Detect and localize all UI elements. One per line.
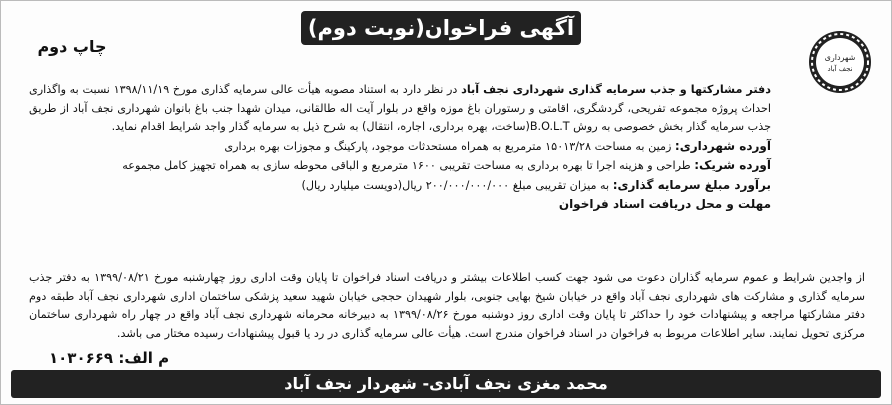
- municipality-logo-icon: [807, 29, 873, 95]
- announcement-title: آگهی فراخوان(نوبت دوم): [301, 11, 581, 45]
- reference-number: م الف: ۱۰۳۰۶۶۹: [49, 349, 170, 367]
- deadline-section: [29, 269, 865, 343]
- item-label: آورده شهرداری:: [674, 138, 771, 153]
- deadline-paragraph: از واجدین شرایط و عموم سرمایه گذاران دعوت می شود جهت کسب اطلاعات بیشتر و دریافت اسناد فراخوان تا پایان وقت اداری روز چهارشنبه مورخ ۱۳۹۹/۰۸/۲۱ به دفتر جذب سرمایه گذاری و مشارکت های شهرداری نجف آباد واقع در خیابان شیخ بهایی جنوبی، بلوار شهیدان حججی خیابان شهید سعید پزشکی ساختمان اداری شهرداری نجف آباد طبقه دوم دفتر مشارکتها مراجعه و پیشنهادات خود را حداکثر تا پایان وقت اداری روز دوشنبه مورخ ۱۳۹۹/۰۸/۲۶ به دبیرخانه محرمانه شهرداری نجف آباد واقع در چهار راه شهرداری ساختمان مرکزی تحویل نمایند. سایر اطلاعات مربوط به فراخوان در اسناد فراخوان مندرج است. هیأت عالی سرمایه گذاری در رد یا قبول پیشنهادات رسیده مختار می باشد.: [29, 271, 866, 340]
- item-label: برآورد مبلغ سرمایه گذاری:: [612, 177, 771, 192]
- item-text: زمین به مساحت ۱۵۰۱۳/۲۸ مترمربع به همراه مستحدثات موجود، پارکینگ و مجوزات بهره برداری: [224, 139, 675, 153]
- announcement-body: [29, 81, 771, 214]
- logo-text-line2: نجف آباد: [827, 65, 853, 73]
- deadline-heading: مهلت و محل دریافت اسناد فراخوان: [558, 197, 771, 211]
- intro-paragraph: [29, 81, 771, 137]
- item-label: آورده شریک:: [694, 158, 771, 172]
- item-text: به میزان تقریبی مبلغ ۲۰۰/۰۰۰/۰۰۰/۰۰۰ ریال(دویست میلیارد ریال): [301, 178, 613, 192]
- intro-text: در نظر دارد به استناد مصوبه هیأت عالی سرمایه گذاری مورخ ۱۳۹۸/۱۱/۱۹ نسبت به واگذاری احداث پروژه مجموعه تفریحی، گردشگری، اقامتی و رستوران باغ موزه واقع در بلوار آیت اله طالقانی، میدان شهدا جنب باغ بانوان شهرداری نجف آباد از طریق جذب سرمایه گذار بخش خصوصی به روش B.O.L.T(ساخت، بهره برداری، اجاره، انتقال) به شرح ذیل به سرمایه گذار واجد شرایط اقدام نماید.: [29, 83, 771, 133]
- item-partner-share: [29, 156, 771, 176]
- signature-bar: محمد مغزی نجف آبادی- شهردار نجف آباد: [11, 370, 881, 398]
- logo-text-line1: شهرداری: [824, 53, 856, 62]
- intro-lead: دفتر مشارکتها و جذب سرمایه گذاری شهرداری نجف آباد: [461, 83, 771, 96]
- print-edition-label: چاپ دوم: [37, 37, 107, 56]
- item-investment-estimate: [29, 176, 771, 196]
- item-municipality-share: [29, 137, 771, 157]
- item-text: طراحی و هزینه اجرا تا بهره برداری به مساحت تقریبی ۱۶۰۰ مترمربع و الباقی محوطه سازی به همراه تجهیز کامل مجموعه: [122, 159, 695, 172]
